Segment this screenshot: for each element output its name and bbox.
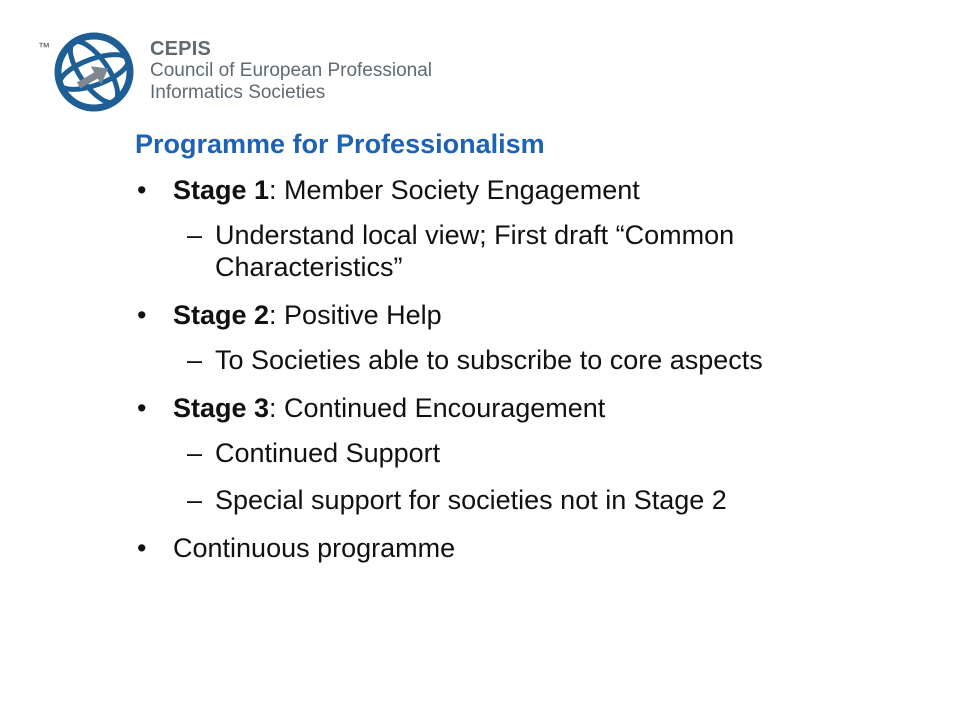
bullet-icon: • bbox=[137, 175, 147, 205]
slide-title: Programme for Professionalism bbox=[135, 129, 545, 159]
bullet-icon: • bbox=[137, 300, 147, 330]
sub-item bbox=[135, 344, 915, 376]
sub-item bbox=[135, 484, 915, 516]
bullet-text: Continuous programme bbox=[173, 533, 456, 563]
sub-item-text: Continued Support bbox=[215, 438, 441, 468]
bullet-text: : Positive Help bbox=[269, 300, 442, 330]
slide-content bbox=[135, 124, 915, 578]
brand-tagline-1: Council of European Professional bbox=[150, 60, 433, 81]
sub-item-text: To Societies able to subscribe to core aspects bbox=[215, 345, 763, 375]
bullet-item-continuous bbox=[135, 532, 915, 564]
bullet-bold: Stage 2 bbox=[173, 300, 270, 330]
dash-icon: – bbox=[187, 220, 203, 250]
bullet-bold: Stage 1 bbox=[173, 175, 270, 205]
sub-item-text: Understand local view; First draft “Common Characteristics” bbox=[215, 220, 735, 282]
sub-item bbox=[135, 219, 915, 283]
header bbox=[0, 0, 960, 120]
bullet-icon: • bbox=[137, 393, 147, 423]
bullet-icon: • bbox=[137, 533, 147, 563]
bullet-text: : Member Society Engagement bbox=[269, 175, 640, 205]
bullet-item-stage-3 bbox=[135, 392, 915, 424]
sub-item bbox=[135, 437, 915, 469]
cepis-logo-icon bbox=[52, 30, 136, 114]
bullet-bold: Stage 3 bbox=[173, 393, 270, 423]
dash-icon: – bbox=[187, 345, 203, 375]
trademark-mark: ™ bbox=[38, 40, 50, 54]
brand-block bbox=[150, 38, 432, 104]
brand-tagline-2: Informatics Societies bbox=[150, 82, 326, 103]
dash-icon: – bbox=[187, 485, 203, 515]
bullet-item-stage-2 bbox=[135, 299, 915, 331]
dash-icon: – bbox=[187, 438, 203, 468]
bullet-text: : Continued Encouragement bbox=[269, 393, 606, 423]
sub-item-text: Special support for societies not in Stage 2 bbox=[215, 485, 727, 515]
brand-name: CEPIS bbox=[150, 38, 212, 60]
bullet-item-stage-1 bbox=[135, 174, 915, 206]
